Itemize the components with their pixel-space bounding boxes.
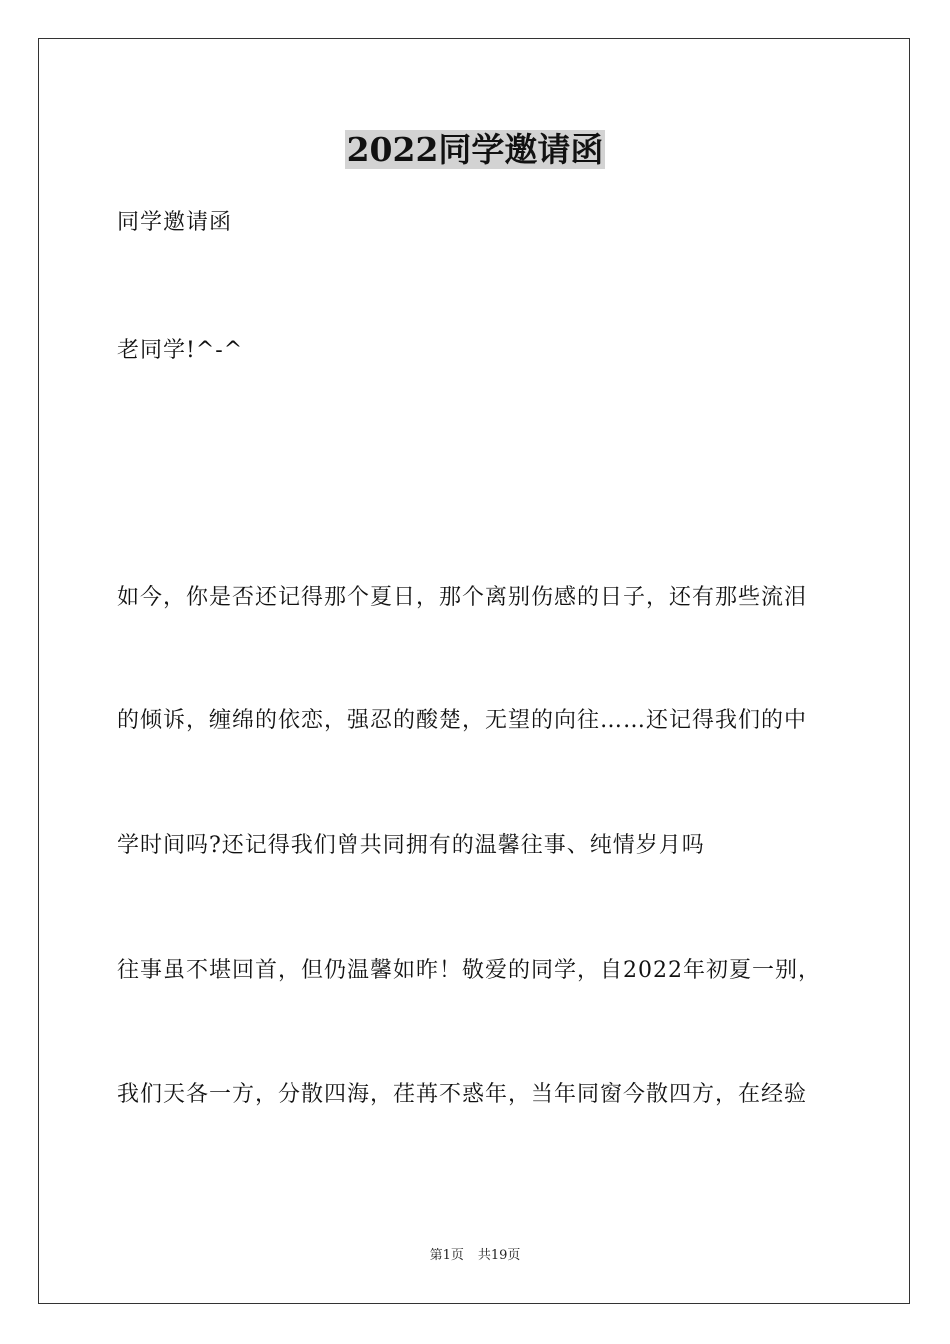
page-number-total: 共19页 bbox=[477, 1248, 521, 1263]
text-line-body-4: 往事虽不堪回首，但仍温馨如昨！敬爱的同学，自2022年初夏一别， bbox=[117, 958, 821, 983]
text-line-body-1: 如今，你是否还记得那个夏日，那个离别伤感的日子，还有那些流泪 bbox=[117, 585, 808, 610]
document-title bbox=[0, 128, 950, 172]
page-number-current: 第1页 bbox=[429, 1248, 464, 1263]
page-footer bbox=[0, 1247, 950, 1265]
text-line-body-2: 的倾诉，缠绵的依恋，强忍的酸楚，无望的向往……还记得我们的中 bbox=[117, 708, 808, 733]
text-line-body-3: 学时间吗?还记得我们曾共同拥有的温馨往事、纯情岁月吗 bbox=[117, 833, 705, 858]
document-title-text: 2022同学邀请函 bbox=[346, 130, 604, 169]
text-line-heading: 同学邀请函 bbox=[117, 210, 233, 235]
text-line-body-5: 我们天各一方，分散四海，荏苒不惑年，当年同窗今散四方，在经验 bbox=[117, 1082, 808, 1107]
text-line-greeting: 老同学!^-^ bbox=[117, 338, 244, 363]
